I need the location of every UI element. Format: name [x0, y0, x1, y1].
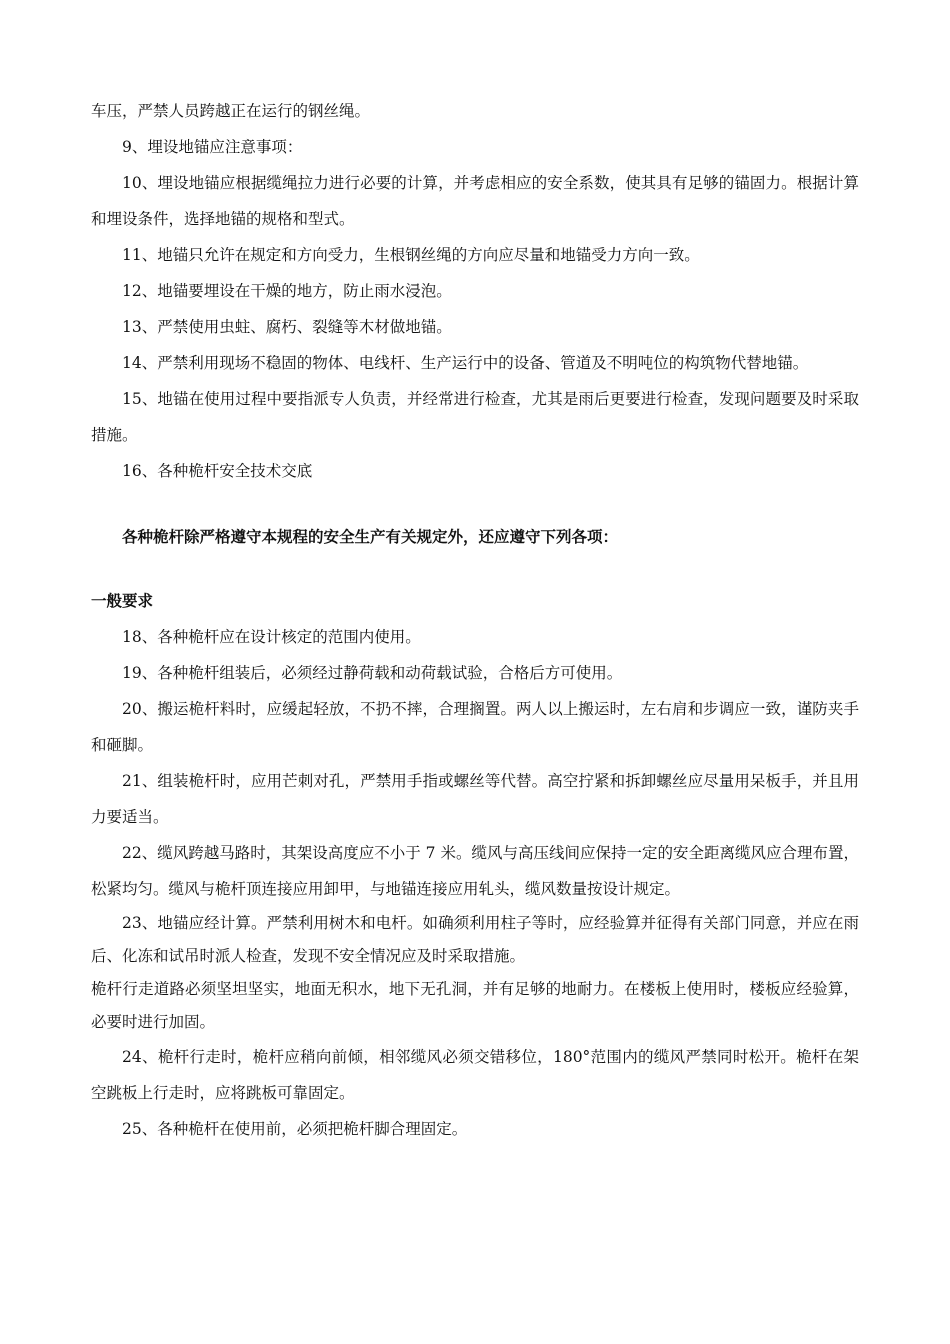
paragraph-continuation: 车压，严禁人员跨越正在运行的钢丝绳。: [91, 102, 371, 120]
paragraph-item-10: 10、埋设地锚应根据缆绳拉力进行必要的计算，并考虑相应的安全系数，使其具有足够的锚固力。根据计算和埋设条件，选择地锚的规格和型式。: [91, 174, 859, 228]
paragraph-item-16: 16、各种桅杆安全技术交底: [122, 462, 313, 480]
document-body: [91, 93, 859, 1147]
paragraph-item-15: 15、地锚在使用过程中要指派专人负责，并经常进行检查，尤其是雨后更要进行检查，发现问题要及时采取措施。: [91, 390, 859, 444]
paragraph-item-14: 14、严禁利用现场不稳固的物体、电线杆、生产运行中的设备、管道及不明吨位的构筑物代替地锚。: [122, 354, 809, 372]
paragraph-item-9: 9、埋设地锚应注意事项：: [122, 138, 303, 156]
paragraph-item-13: 13、严禁使用虫蛀、腐朽、裂缝等木材做地锚。: [122, 318, 452, 336]
paragraph-item-22: 22、缆风跨越马路时，其架设高度应不小于 7 米。缆风与高压线间应保持一定的安全距离缆风应合理布置，松紧均匀。缆风与桅杆顶连接应用卸甲，与地锚连接应用轧头，缆风数量按设计规定。: [91, 844, 859, 898]
paragraph-item-25: 25、各种桅杆在使用前，必须把桅杆脚合理固定。: [122, 1120, 468, 1138]
paragraph-item-24: 24、桅杆行走时，桅杆应稍向前倾，相邻缆风必须交错移位，180°范围内的缆风严禁同时松开。桅杆在架空跳板上行走时，应将跳板可靠固定。: [91, 1048, 859, 1102]
paragraph-item-23: 23、地锚应经计算。严禁利用树木和电杆。如确须利用柱子等时，应经验算并征得有关部门同意，并应在雨后、化冻和试吊时派人检查，发现不安全情况应及时采取措施。: [91, 914, 859, 965]
paragraph-item-12: 12、地锚要埋设在干燥的地方，防止雨水浸泡。: [122, 282, 452, 300]
subheading-general-requirements: 一般要求: [91, 591, 154, 610]
paragraph-mast-travel-path: 桅杆行走道路必须坚坦坚实，地面无积水，地下无孔洞，并有足够的地耐力。在楼板上使用时，楼板应经验算，必要时进行加固。: [91, 980, 859, 1031]
paragraph-item-21: 21、组装桅杆时，应用芒刺对孔，严禁用手指或螺丝等代替。高空拧紧和拆卸螺丝应尽量用呆板手，并且用力要适当。: [91, 772, 859, 826]
paragraph-item-19: 19、各种桅杆组装后，必须经过静荷载和动荷载试验，合格后方可使用。: [122, 664, 623, 682]
paragraph-item-18: 18、各种桅杆应在设计核定的范围内使用。: [122, 628, 421, 646]
paragraph-item-11: 11、地锚只允许在规定和方向受力，生根钢丝绳的方向应尽量和地锚受力方向一致。: [122, 246, 700, 264]
paragraph-item-20: 20、搬运桅杆料时，应缓起轻放，不扔不摔，合理搁置。两人以上搬运时，左右肩和步调应一致，谨防夹手和砸脚。: [91, 700, 859, 754]
section-heading: 各种桅杆除严格遵守本规程的安全生产有关规定外，还应遵守下列各项：: [122, 527, 619, 546]
